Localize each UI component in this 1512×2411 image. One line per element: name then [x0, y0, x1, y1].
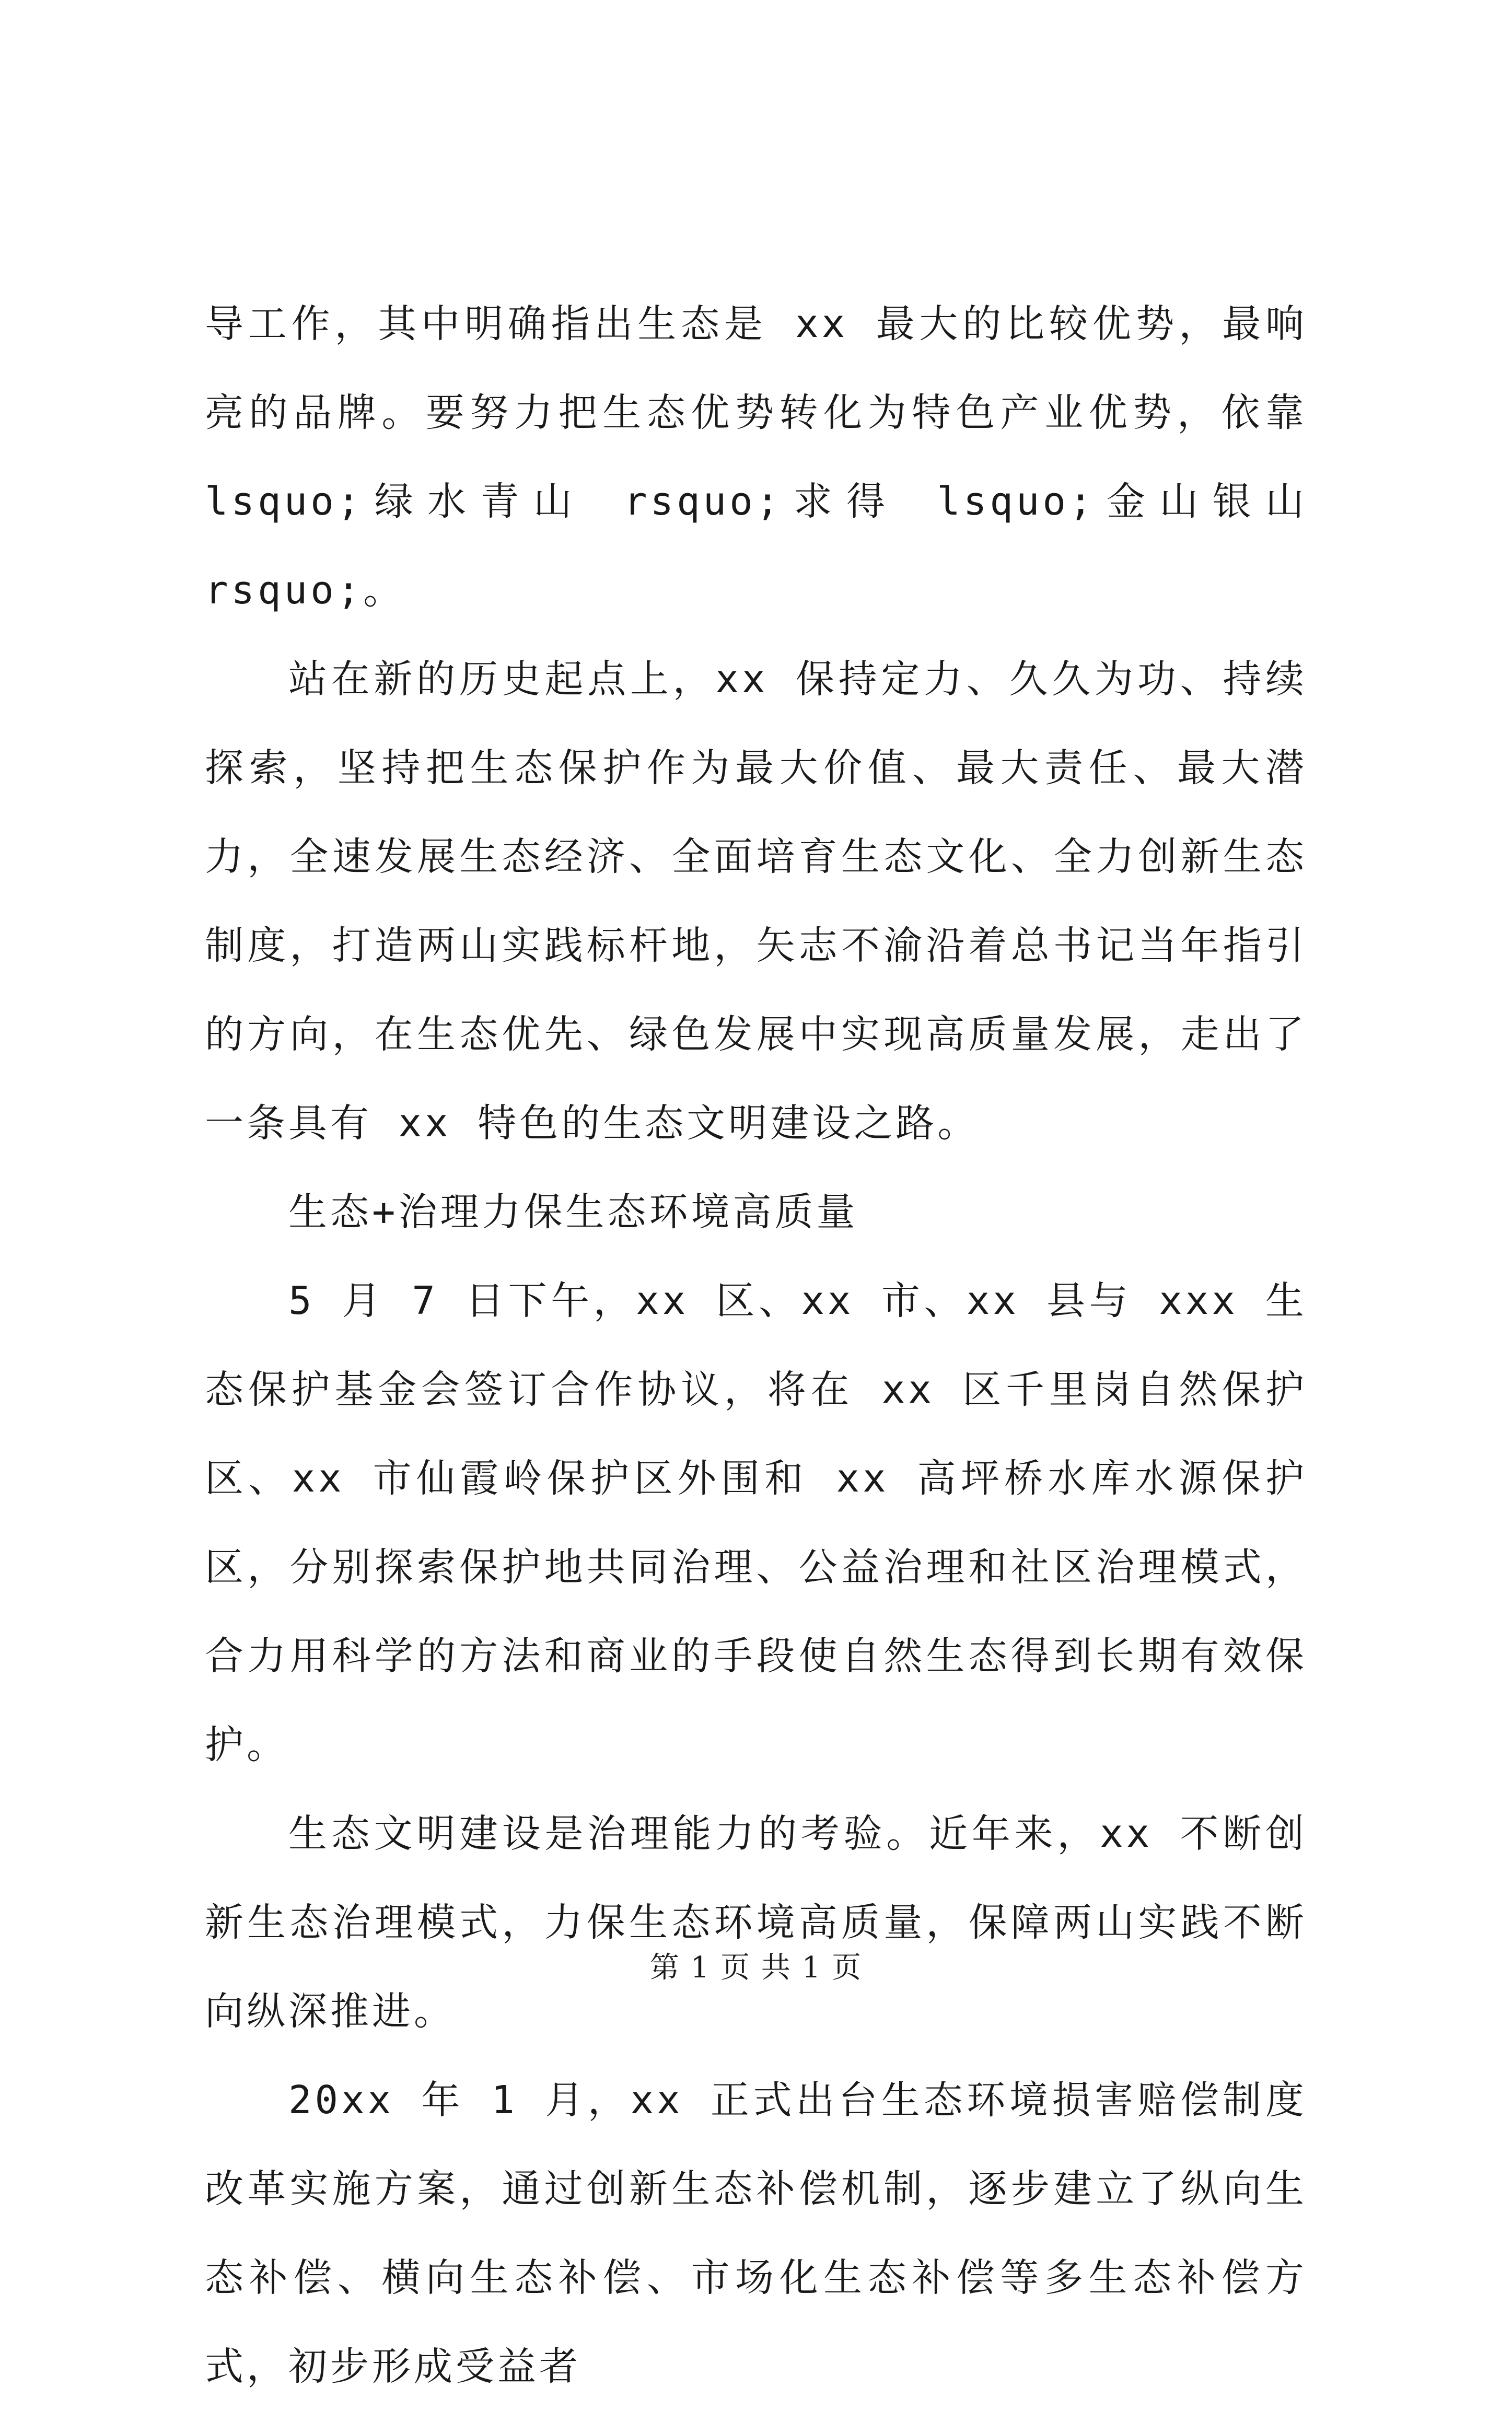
paragraph: 20xx 年 1 月，xx 正式出台生态环境损害赔偿制度改革实施方案，通过创新生态补偿机制，逐步建立了纵向生态补偿、横向生态补偿、市场化生态补偿等多生态补偿方式，初步形成受益者	[205, 2078, 1307, 2389]
page-footer: 第 1 页 共 1 页	[649, 1951, 863, 1985]
paragraph-continuation: 导工作，其中明确指出生态是 xx 最大的比较优势，最响亮的品牌。要努力把生态优势转化为特色产业优势，依靠 lsquo;绿水青山 rsquo;求得 lsquo;金山银山 rsquo;。	[205, 301, 1307, 613]
paragraph: 站在新的历史起点上，xx 保持定力、久久为功、持续探索，坚持把生态保护作为最大价值、最大责任、最大潜力，全速发展生态经济、全面培育生态文化、全力创新生态制度，打造两山实践标杆地，矢志不渝沿着总书记当年指引的方向，在生态优先、绿色发展中实现高质量发展，走出了一条具有 xx 特色的生态文明建设之路。	[205, 657, 1307, 1146]
section-heading: 生态+治理力保生态环境高质量	[288, 1190, 858, 1234]
document-body	[205, 279, 1307, 2411]
paragraph: 生态文明建设是治理能力的考验。近年来，xx 不断创新生态治理模式，力保生态环境高质量，保障两山实践不断向纵深推进。	[205, 1811, 1307, 2034]
paragraph: 5 月 7 日下午，xx 区、xx 市、xx 县与 xxx 生态保护基金会签订合作协议，将在 xx 区千里岗自然保护区、xx 市仙霞岭保护区外围和 xx 高坪桥水库水源保护区，分别探索保护地共同治理、公益治理和社区治理模式，合力用科学的方法和商业的手段使自然生态得到长期有效保护。	[205, 1278, 1307, 1767]
